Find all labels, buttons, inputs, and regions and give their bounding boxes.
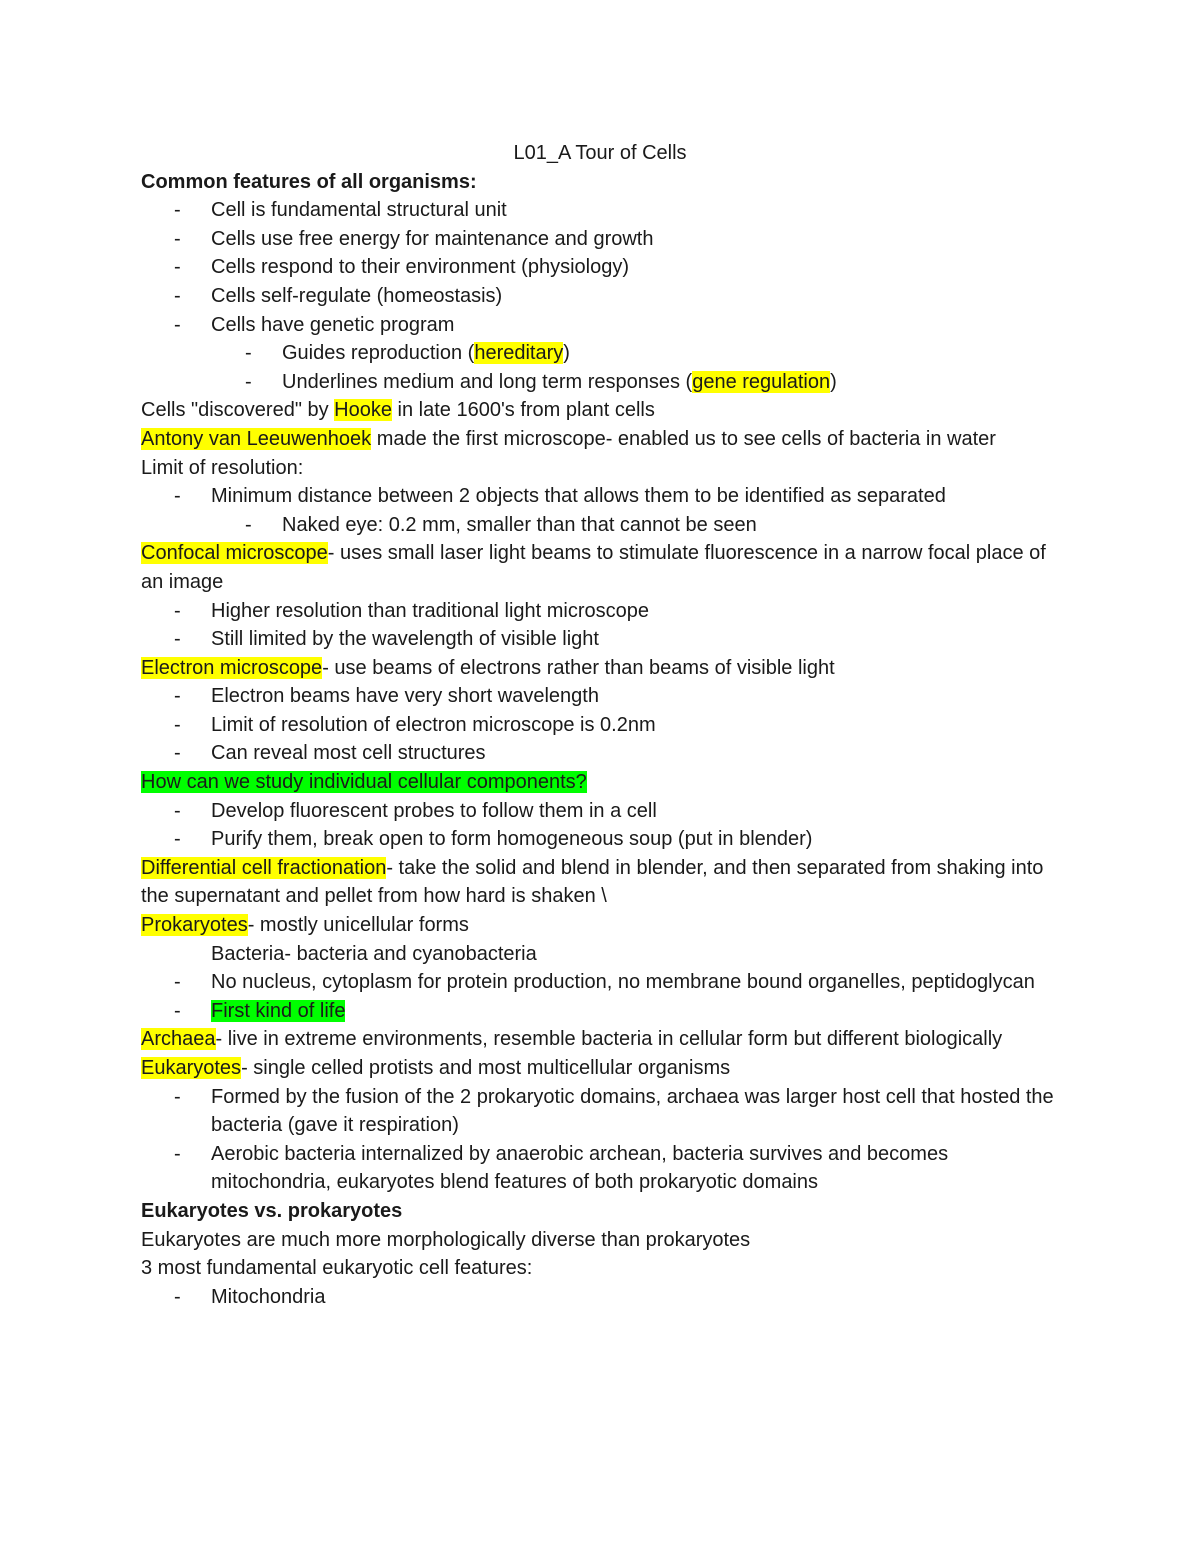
list-item: - Cells respond to their environment (physiology) [174, 256, 629, 279]
list-item: - Limit of resolution of electron microscope is 0.2nm [174, 713, 656, 736]
highlight-fractionation: Differential cell fractionation [141, 856, 387, 879]
sub-list-item: - Underlines medium and long term responses (gene regulation) [245, 370, 837, 393]
sub-list-item: - Naked eye: 0.2 mm, smaller than that cannot be seen [245, 513, 757, 536]
list-item: - Develop fluorescent probes to follow them in a cell [174, 799, 657, 822]
leeuwenhoek-paragraph: Antony van Leeuwenhoek made the first microscope- enabled us to see cells of bacteria in water [141, 427, 996, 450]
highlight-electron: Electron microscope [141, 656, 323, 679]
fractionation-paragraph: Differential cell fractionation- take the solid and blend in blender, and then separated from shaking into the supernatant and pellet from how hard is shaken \ [141, 856, 1044, 908]
list-item: - Cell is fundamental structural unit [174, 199, 507, 222]
list-item: - Can reveal most cell structures [174, 742, 486, 765]
highlight-question: How can we study individual cellular components? [141, 771, 587, 794]
confocal-paragraph: Confocal microscope- uses small laser light beams to stimulate fluorescence in a narrow focal place of an image [141, 542, 1046, 593]
highlight-first-life: First kind of life [211, 999, 346, 1022]
highlight-leeuwenhoek: Antony van Leeuwenhoek [141, 427, 372, 450]
list-item: - Aerobic bacteria internalized by anaerobic archean, bacteria survives and becomes mitochondria, eukaryotes blend features of both prokaryotic domains [174, 1142, 949, 1194]
list-item: - Cells self-regulate (homeostasis) [174, 284, 503, 307]
highlight-hooke: Hooke [334, 399, 392, 422]
list-item: - Purify them, break open to form homogeneous soup (put in blender) [174, 828, 813, 851]
electron-paragraph: Electron microscope- use beams of electrons rather than beams of visible light [141, 656, 835, 679]
limit-heading: Limit of resolution: [141, 456, 304, 479]
highlight-gene-regulation: gene regulation [692, 370, 831, 393]
vs-line-2: 3 most fundamental eukaryotic cell features: [141, 1257, 533, 1280]
list-item: - Electron beams have very short wavelength [174, 685, 599, 708]
list-item: - Mitochondria [174, 1285, 326, 1308]
list-item: - Cells have genetic program [174, 313, 455, 336]
question-line [141, 768, 1061, 797]
bacteria-line: Bacteria- bacteria and cyanobacteria [211, 942, 537, 965]
list-item: - Still limited by the wavelength of visible light [174, 628, 599, 651]
document-title: L01_A Tour of Cells [513, 142, 687, 164]
highlight-archaea: Archaea [141, 1028, 216, 1051]
common-features-heading: Common features of all organisms: [141, 170, 477, 193]
list-item: - First kind of life [174, 999, 346, 1022]
eukaryotes-line: Eukaryotes- single celled protists and most multicellular organisms [141, 1057, 731, 1079]
vs-line-1: Eukaryotes are much more morphologically diverse than prokaryotes [141, 1228, 751, 1251]
list-item: - Minimum distance between 2 objects that allows them to be identified as separated [174, 485, 946, 508]
highlight-eukaryotes: Eukaryotes [141, 1057, 242, 1079]
list-item: - Higher resolution than traditional light microscope [174, 599, 650, 622]
archaea-paragraph: Archaea- live in extreme environments, resemble bacteria in cellular form but different biologically [141, 1028, 1003, 1051]
highlight-confocal: Confocal microscope [141, 542, 328, 565]
hooke-line: Cells "discovered" by Hooke in late 1600's from plant cells [141, 399, 655, 422]
sub-list-item: - Guides reproduction (hereditary) [245, 342, 570, 365]
vs-heading: Eukaryotes vs. prokaryotes [141, 1199, 403, 1222]
prokaryotes-line: Prokaryotes- mostly unicellular forms [141, 914, 469, 937]
highlight-prokaryotes: Prokaryotes [141, 914, 248, 937]
list-item: - Formed by the fusion of the 2 prokaryotic domains, archaea was larger host cell that hosted the bacteria (gave it respiration) [174, 1085, 1054, 1137]
highlight-hereditary: hereditary [474, 342, 564, 365]
list-item: - No nucleus, cytoplasm for protein production, no membrane bound organelles, peptidoglycan [174, 971, 1035, 994]
list-item: - Cells use free energy for maintenance and growth [174, 227, 654, 250]
document-body [141, 139, 1061, 1311]
